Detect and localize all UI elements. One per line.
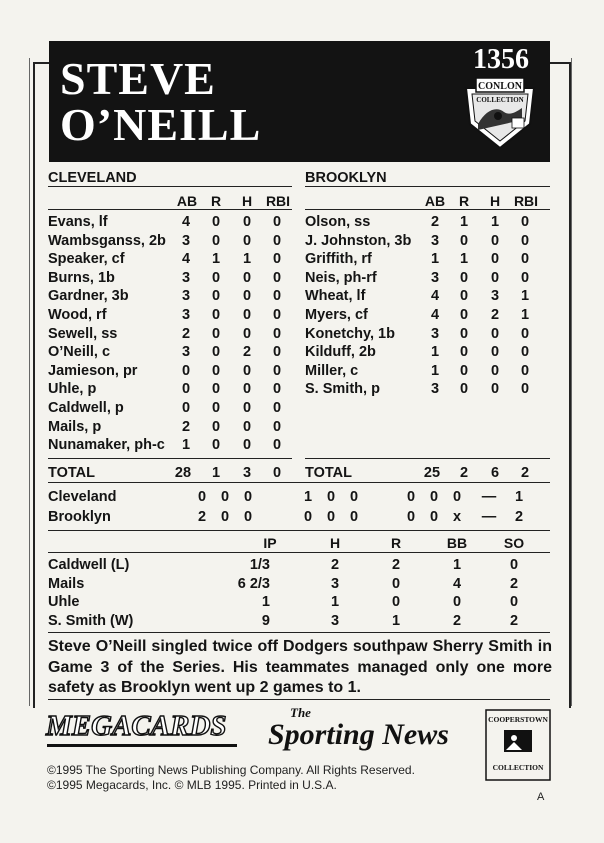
batter-stat-r: 0 xyxy=(459,362,469,379)
coop-top-text: COOPERSTOWN xyxy=(488,715,548,724)
hdr-cle-h: H xyxy=(241,193,253,209)
coop-bottom-text: COLLECTION xyxy=(492,763,544,772)
megacards-logo: MEGACARDS xyxy=(46,710,227,742)
sporting-news-logo-main: Sporting News xyxy=(268,718,449,751)
batter-stat-rbi: 0 xyxy=(272,214,282,230)
hdr-ip: IP xyxy=(263,535,277,551)
card-blurb: Steve O’Neill singled twice off Dodgers southpaw Sherry Smith in Game 3 of the Series. His teammates managed only one more safety as Brooklyn went up 2 games to 1. xyxy=(48,638,552,696)
rule-cleveland xyxy=(48,186,292,187)
batter-stat-rbi: 0 xyxy=(272,344,282,361)
pitcher-bb: 1 xyxy=(452,557,462,573)
hdr-bro-rbi: RBI xyxy=(513,193,539,209)
batter-stat-rbi: 0 xyxy=(272,400,282,416)
sporting-news-logo-the: The xyxy=(290,705,311,720)
batter-stat-rbi: 1 xyxy=(520,307,530,323)
linescore-inning: 0 xyxy=(429,509,439,525)
batter-stat-rbi: 0 xyxy=(272,232,282,249)
cooperstown-collection-logo-icon xyxy=(484,708,552,782)
pitcher-bb: 2 xyxy=(452,612,462,629)
batter-name: Olson, ss xyxy=(305,214,371,230)
batter-stat-h: 0 xyxy=(242,418,252,435)
hdr-bb: BB xyxy=(446,535,468,551)
pitcher-name: Caldwell (L) xyxy=(48,557,130,573)
batter-stat-ab: 2 xyxy=(430,214,440,230)
batter-stat-r: 0 xyxy=(211,214,221,230)
linescore-inning: 0 xyxy=(303,509,313,525)
batter-stat-r: 0 xyxy=(211,344,221,361)
batter-stat-ab: 4 xyxy=(430,288,440,305)
batter-stat-h: 0 xyxy=(490,381,500,398)
batter-stat-rbi: 0 xyxy=(520,344,530,361)
batter-stat-rbi: 0 xyxy=(520,232,530,249)
batter-stat-h: 0 xyxy=(490,344,500,361)
batter-name: Wambsganss, 2b xyxy=(48,232,166,249)
rule-cle-totals xyxy=(48,458,292,459)
batter-stat-r: 0 xyxy=(211,325,221,342)
batter-name: Konetchy, 1b xyxy=(305,325,395,342)
badge-conlon-text: CONLON xyxy=(478,81,522,92)
batter-stat-r: 0 xyxy=(211,437,221,454)
pitcher-so: 0 xyxy=(509,557,519,573)
batter-stat-r: 0 xyxy=(459,325,469,342)
card-number: 1356 xyxy=(473,44,529,75)
batter-stat-ab: 0 xyxy=(181,381,191,398)
player-name-last: O’NEILL xyxy=(60,99,262,150)
hdr-so: SO xyxy=(503,535,525,551)
pitcher-h: 3 xyxy=(330,612,340,629)
batter-name: O’Neill, c xyxy=(48,344,111,361)
batter-stat-rbi: 0 xyxy=(272,251,282,268)
pitcher-name: Mails xyxy=(48,575,85,592)
batter-stat-rbi: 0 xyxy=(520,381,530,398)
batter-stat-ab: 3 xyxy=(430,269,440,286)
pitcher-ip: 6 2/3 xyxy=(237,575,270,592)
batter-name: Caldwell, p xyxy=(48,400,124,416)
hdr-h: H xyxy=(329,535,341,551)
batter-stat-r: 0 xyxy=(459,232,469,249)
batter-name: Sewell, ss xyxy=(48,325,118,342)
batter-stat-r: 0 xyxy=(459,307,469,323)
batter-stat-ab: 2 xyxy=(181,325,191,342)
batter-stat-h: 3 xyxy=(490,288,500,305)
pitcher-bb: 4 xyxy=(452,575,462,592)
pitcher-h: 1 xyxy=(330,594,340,610)
pitcher-h: 3 xyxy=(330,575,340,592)
batter-name: Evans, lf xyxy=(48,214,108,230)
total-bro-rbi: 2 xyxy=(520,465,530,481)
batter-stat-ab: 3 xyxy=(430,325,440,342)
batter-name: Speaker, cf xyxy=(48,251,125,268)
linescore-inning: 0 xyxy=(452,489,462,505)
linescore-inning: 0 xyxy=(220,509,230,525)
hdr-cle-rbi: RBI xyxy=(265,193,291,209)
batter-stat-ab: 3 xyxy=(181,269,191,286)
batter-stat-rbi: 0 xyxy=(520,251,530,268)
batter-stat-ab: 3 xyxy=(181,344,191,361)
batter-stat-r: 1 xyxy=(459,251,469,268)
pitcher-ip: 1 xyxy=(261,594,270,610)
batter-stat-r: 0 xyxy=(459,381,469,398)
copyright-line-1: ©1995 The Sporting News Publishing Company. All Rights Reserved. xyxy=(47,763,415,777)
batter-stat-r: 0 xyxy=(211,307,221,323)
batter-stat-r: 0 xyxy=(459,344,469,361)
total-cle-r: 1 xyxy=(211,465,221,481)
batter-name: Kilduff, 2b xyxy=(305,344,376,361)
total-cle-rbi: 0 xyxy=(272,465,282,481)
rule-blurb-bottom xyxy=(48,699,550,700)
pitcher-ip: 1/3 xyxy=(249,557,270,573)
linescore-inning: 0 xyxy=(220,489,230,505)
batter-name: Griffith, rf xyxy=(305,251,372,268)
hdr-cle-r: R xyxy=(210,193,222,209)
hdr-bro-ab: AB xyxy=(424,193,446,209)
batter-stat-ab: 4 xyxy=(181,214,191,230)
linescore-inning: 2 xyxy=(197,509,207,525)
batter-name: S. Smith, p xyxy=(305,381,380,398)
batter-stat-rbi: 0 xyxy=(272,325,282,342)
hdr-r: R xyxy=(390,535,402,551)
rule-cle-headers xyxy=(48,209,292,210)
pitcher-so: 0 xyxy=(509,594,519,610)
batter-stat-ab: 3 xyxy=(430,381,440,398)
batter-stat-r: 0 xyxy=(211,269,221,286)
batter-stat-h: 0 xyxy=(490,251,500,268)
batter-stat-h: 0 xyxy=(242,288,252,305)
batter-stat-ab: 4 xyxy=(181,251,191,268)
batter-stat-rbi: 0 xyxy=(272,288,282,305)
batter-name: Wood, rf xyxy=(48,307,107,323)
batter-stat-r: 0 xyxy=(211,362,221,379)
batter-name: Myers, cf xyxy=(305,307,368,323)
batter-stat-h: 0 xyxy=(242,400,252,416)
team-header-cleveland: CLEVELAND xyxy=(48,170,137,186)
batter-stat-rbi: 0 xyxy=(272,437,282,454)
batter-stat-h: 0 xyxy=(242,362,252,379)
batter-stat-r: 0 xyxy=(459,288,469,305)
linescore-inning: 0 xyxy=(326,489,336,505)
batter-name: Jamieson, pr xyxy=(48,362,138,379)
total-bro-ab: 25 xyxy=(423,465,441,481)
megacards-logo-underline xyxy=(47,744,237,747)
linescore-inning: x xyxy=(452,509,462,525)
batter-stat-ab: 3 xyxy=(181,232,191,249)
hdr-bro-r: R xyxy=(458,193,470,209)
rule-bro-totals xyxy=(305,458,550,459)
batter-stat-rbi: 0 xyxy=(272,307,282,323)
batter-stat-h: 0 xyxy=(242,307,252,323)
pitcher-r: 1 xyxy=(391,612,401,629)
pitcher-name: Uhle xyxy=(48,594,80,610)
total-bro-h: 6 xyxy=(490,465,500,481)
hdr-bro-h: H xyxy=(489,193,501,209)
batter-stat-h: 0 xyxy=(242,437,252,454)
batter-name: Mails, p xyxy=(48,418,102,435)
linescore-inning: 0 xyxy=(349,509,359,525)
batter-stat-ab: 3 xyxy=(430,232,440,249)
batter-stat-ab: 1 xyxy=(181,437,191,454)
batter-stat-ab: 1 xyxy=(430,344,440,361)
batter-stat-h: 1 xyxy=(242,251,252,268)
batter-stat-h: 0 xyxy=(242,325,252,342)
batter-stat-r: 1 xyxy=(459,214,469,230)
batter-stat-r: 0 xyxy=(211,288,221,305)
batter-stat-rbi: 0 xyxy=(272,362,282,379)
pitcher-r: 0 xyxy=(391,575,401,592)
batter-stat-r: 1 xyxy=(211,251,221,268)
pitcher-h: 2 xyxy=(330,557,340,573)
total-label-bro: TOTAL xyxy=(305,465,352,481)
batter-stat-r: 0 xyxy=(459,269,469,286)
batter-stat-h: 0 xyxy=(242,269,252,286)
linescore-dash: — xyxy=(481,509,497,525)
linescore-inning: 0 xyxy=(326,509,336,525)
batter-stat-h: 0 xyxy=(242,232,252,249)
linescore-inning: 0 xyxy=(243,489,253,505)
batter-name: J. Johnston, 3b xyxy=(305,232,412,249)
linescore-team: Brooklyn xyxy=(48,509,111,525)
batter-stat-h: 0 xyxy=(242,381,252,398)
batter-stat-rbi: 0 xyxy=(272,381,282,398)
batter-stat-rbi: 0 xyxy=(520,362,530,379)
batter-name: Wheat, lf xyxy=(305,288,366,305)
batter-stat-rbi: 0 xyxy=(272,418,282,435)
linescore-inning: 0 xyxy=(197,489,207,505)
batter-stat-h: 0 xyxy=(490,362,500,379)
pitcher-so: 2 xyxy=(509,575,519,592)
batter-stat-rbi: 0 xyxy=(272,269,282,286)
corner-letter: A xyxy=(537,791,545,803)
batter-stat-h: 2 xyxy=(242,344,252,361)
linescore-total: 1 xyxy=(514,489,524,505)
batter-stat-h: 1 xyxy=(490,214,500,230)
batter-stat-h: 0 xyxy=(490,325,500,342)
batter-name: Burns, 1b xyxy=(48,269,115,286)
batter-stat-rbi: 0 xyxy=(520,214,530,230)
pitcher-ip: 9 xyxy=(261,612,270,629)
batter-stat-rbi: 0 xyxy=(520,325,530,342)
batter-stat-ab: 3 xyxy=(181,307,191,323)
total-bro-r: 2 xyxy=(459,465,469,481)
batter-stat-ab: 0 xyxy=(181,400,191,416)
rule-linescore-bottom xyxy=(48,530,550,531)
linescore-inning: 0 xyxy=(429,489,439,505)
rule-brooklyn xyxy=(305,186,550,187)
batter-name: Gardner, 3b xyxy=(48,288,129,305)
total-cle-ab: 28 xyxy=(174,465,192,481)
batter-stat-h: 0 xyxy=(490,232,500,249)
batter-name: Neis, ph-rf xyxy=(305,269,377,286)
batter-stat-r: 0 xyxy=(211,400,221,416)
batter-stat-r: 0 xyxy=(211,418,221,435)
sporting-news-logo xyxy=(268,706,449,750)
batter-stat-ab: 1 xyxy=(430,251,440,268)
batter-stat-h: 2 xyxy=(490,307,500,323)
batter-stat-r: 0 xyxy=(211,381,221,398)
batter-stat-h: 0 xyxy=(242,214,252,230)
linescore-team: Cleveland xyxy=(48,489,117,505)
pitcher-r: 0 xyxy=(391,594,401,610)
conlon-collection-badge-icon xyxy=(460,72,540,152)
badge-collection-text: COLLECTION xyxy=(476,96,524,104)
batter-stat-ab: 4 xyxy=(430,307,440,323)
linescore-inning: 0 xyxy=(349,489,359,505)
batter-stat-ab: 2 xyxy=(181,418,191,435)
linescore-inning: 1 xyxy=(303,489,313,505)
linescore-dash: — xyxy=(481,489,497,505)
linescore-inning: 0 xyxy=(406,509,416,525)
pitcher-so: 2 xyxy=(509,612,519,629)
copyright-line-2: ©1995 Megacards, Inc. © MLB 1995. Printed in U.S.A. xyxy=(47,778,337,792)
rule-pitch-headers xyxy=(48,552,550,553)
rule-bro-headers xyxy=(305,209,550,210)
batter-stat-ab: 1 xyxy=(430,362,440,379)
rule-linescore-top xyxy=(48,482,550,483)
batter-name: Miller, c xyxy=(305,362,359,379)
pitcher-r: 2 xyxy=(391,557,401,573)
total-cle-h: 3 xyxy=(242,465,252,481)
batter-stat-h: 0 xyxy=(490,269,500,286)
batter-stat-ab: 3 xyxy=(181,288,191,305)
batter-stat-r: 0 xyxy=(211,232,221,249)
hdr-cle-ab: AB xyxy=(176,193,198,209)
batter-name: Nunamaker, ph-c xyxy=(48,437,165,454)
team-header-brooklyn: BROOKLYN xyxy=(305,170,387,186)
pitcher-bb: 0 xyxy=(452,594,462,610)
batter-stat-ab: 0 xyxy=(181,362,191,379)
rule-pitch-bottom xyxy=(48,632,550,633)
batter-name: Uhle, p xyxy=(48,381,97,398)
linescore-total: 2 xyxy=(514,509,524,525)
pitcher-name: S. Smith (W) xyxy=(48,612,134,629)
linescore-inning: 0 xyxy=(243,509,253,525)
player-name-first: STEVE xyxy=(60,53,216,104)
batter-stat-rbi: 1 xyxy=(520,288,530,305)
linescore-inning: 0 xyxy=(406,489,416,505)
total-label-cle: TOTAL xyxy=(48,465,95,481)
batter-stat-rbi: 0 xyxy=(520,269,530,286)
